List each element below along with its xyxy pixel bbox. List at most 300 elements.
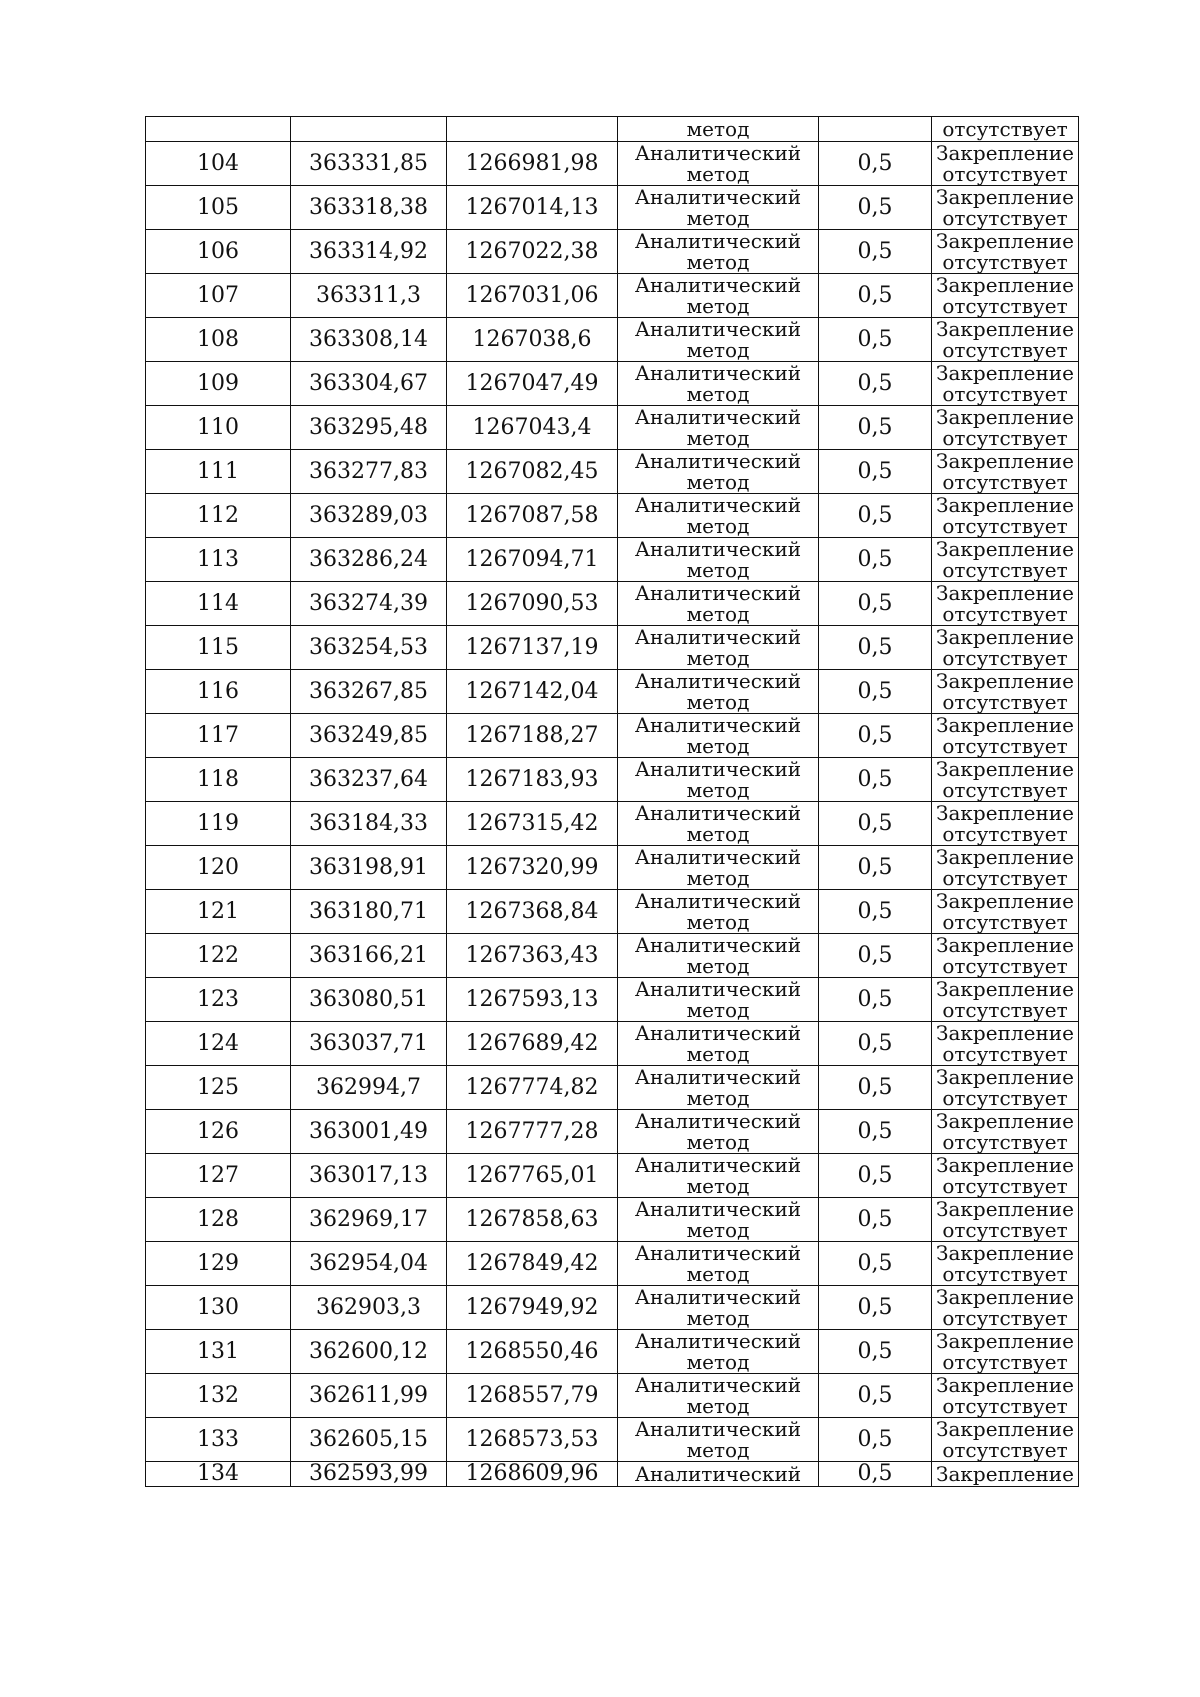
- fixation-line-2: отсутствует: [942, 381, 1068, 406]
- method-line-1: Аналитический: [634, 493, 802, 517]
- method-line-2: метод: [686, 953, 750, 978]
- table-row: [146, 890, 1079, 934]
- cell-accuracy: 0,5: [819, 846, 932, 890]
- method-line-1: Аналитический: [634, 757, 802, 781]
- fixation-line-2: отсутствует: [942, 821, 1068, 846]
- method-line-1: Аналитический: [634, 669, 802, 693]
- method-line-2: метод: [686, 293, 750, 318]
- cell-method: [618, 1330, 819, 1374]
- cell-method: [618, 1286, 819, 1330]
- cell-method: [618, 142, 819, 186]
- cell-x-coordinate: 363308,14: [291, 318, 447, 362]
- table-row: [146, 802, 1079, 846]
- cell-method: [618, 934, 819, 978]
- fixation-line-1: Закрепление: [936, 977, 1074, 1001]
- method-line-2: метод: [686, 689, 750, 714]
- fixation-line-1: Закрепление: [936, 405, 1074, 429]
- cell-point-number: 114: [146, 582, 291, 626]
- cell-point-number: 131: [146, 1330, 291, 1374]
- method-tail-text: метод: [686, 117, 750, 141]
- cell-x-coordinate: 363289,03: [291, 494, 447, 538]
- method-line-1: Аналитический: [634, 1021, 802, 1045]
- table-row: [146, 1286, 1079, 1330]
- cell-fixation-tail: [932, 117, 1079, 142]
- cell-x-coordinate: 363080,51: [291, 978, 447, 1022]
- table-row: [146, 1066, 1079, 1110]
- cell-y-coordinate: 1267849,42: [447, 1242, 618, 1286]
- cell-method: [618, 846, 819, 890]
- method-line-2: метод: [686, 777, 750, 802]
- method-line-1: Аналитический: [634, 537, 802, 561]
- cell-y-coordinate: 1267777,28: [447, 1110, 618, 1154]
- cell-fixation: [932, 1330, 1079, 1374]
- cell-accuracy: 0,5: [819, 1418, 932, 1462]
- table-row: [146, 406, 1079, 450]
- cell-point-number: 116: [146, 670, 291, 714]
- cell-fixation: [932, 230, 1079, 274]
- cell-fixation: [932, 582, 1079, 626]
- cell-x-coordinate: 363267,85: [291, 670, 447, 714]
- fixation-line-1: Закрепление: [936, 229, 1074, 253]
- cell-y-coordinate: 1267038,6: [447, 318, 618, 362]
- method-line-1: Аналитический: [634, 1241, 802, 1265]
- table-row: [146, 362, 1079, 406]
- table-row: [146, 1374, 1079, 1418]
- cell-fixation: [932, 934, 1079, 978]
- fixation-line-1: Закрепление: [936, 1373, 1074, 1397]
- fixation-line-2: отсутствует: [942, 601, 1068, 626]
- fixation-line-1: Закрепление: [936, 537, 1074, 561]
- method-line-1: Аналитический: [634, 449, 802, 473]
- fixation-line-1: Закрепление: [936, 361, 1074, 385]
- cell-y-coordinate: 1267087,58: [447, 494, 618, 538]
- cell-point-number: 130: [146, 1286, 291, 1330]
- cell-point-number: 113: [146, 538, 291, 582]
- fixation-line-1: Закрепление: [936, 933, 1074, 957]
- cell-accuracy: 0,5: [819, 1154, 932, 1198]
- method-line-2: метод: [686, 1393, 750, 1418]
- fixation-line-2: отсутствует: [942, 953, 1068, 978]
- fixation-line-2: отсутствует: [942, 1393, 1068, 1418]
- cell-y-coordinate: 1267689,42: [447, 1022, 618, 1066]
- cell-x-coordinate: 363037,71: [291, 1022, 447, 1066]
- method-line-2: метод: [686, 381, 750, 406]
- cell-fixation: [932, 802, 1079, 846]
- cell-fixation: [932, 626, 1079, 670]
- cell-empty: [819, 117, 932, 142]
- method-line-1: Аналитический: [634, 1285, 802, 1309]
- cell-y-coordinate: 1267183,93: [447, 758, 618, 802]
- cell-accuracy: 0,5: [819, 406, 932, 450]
- cell-y-coordinate: 1267094,71: [447, 538, 618, 582]
- cell-empty: [291, 117, 447, 142]
- cell-fixation: [932, 450, 1079, 494]
- method-line-1: Аналитический: [634, 1417, 802, 1441]
- fixation-line-1: Закрепление: [936, 845, 1074, 869]
- fixation-line-1: Закрепление: [936, 1065, 1074, 1089]
- cell-point-number: 128: [146, 1198, 291, 1242]
- table-row: [146, 186, 1079, 230]
- fixation-line-2: отсутствует: [942, 865, 1068, 890]
- cell-method: [618, 362, 819, 406]
- method-line-2: метод: [686, 1129, 750, 1154]
- cell-point-number: 108: [146, 318, 291, 362]
- cell-fixation: [932, 1242, 1079, 1286]
- cell-method: [618, 274, 819, 318]
- cell-accuracy: 0,5: [819, 758, 932, 802]
- method-line-1: Аналитический: [634, 1109, 802, 1133]
- cell-fixation: [932, 362, 1079, 406]
- cell-fixation: [932, 494, 1079, 538]
- method-line-1: Аналитический: [634, 405, 802, 429]
- cell-accuracy: 0,5: [819, 1242, 932, 1286]
- cell-y-coordinate: 1268550,46: [447, 1330, 618, 1374]
- cell-method: [618, 406, 819, 450]
- cell-accuracy: 0,5: [819, 494, 932, 538]
- cell-x-coordinate: 363198,91: [291, 846, 447, 890]
- cell-method: [618, 1418, 819, 1462]
- cell-x-coordinate: 363254,53: [291, 626, 447, 670]
- method-line-1: Аналитический: [634, 1153, 802, 1177]
- cell-accuracy: 0,5: [819, 1198, 932, 1242]
- cell-fixation: [932, 846, 1079, 890]
- cell-x-coordinate: 362903,3: [291, 1286, 447, 1330]
- method-line-2: метод: [686, 1261, 750, 1286]
- cell-point-number: 126: [146, 1110, 291, 1154]
- cell-fixation: [932, 758, 1079, 802]
- cell-fixation: [932, 1066, 1079, 1110]
- cell-fixation: [932, 142, 1079, 186]
- method-line-1: Аналитический: [634, 273, 802, 297]
- cell-point-number: 132: [146, 1374, 291, 1418]
- table-row: [146, 1418, 1079, 1462]
- method-line-1: Аналитический: [634, 185, 802, 209]
- cell-method: [618, 1154, 819, 1198]
- cell-method: [618, 450, 819, 494]
- coordinates-table: [145, 116, 1079, 1487]
- cell-fixation: [932, 1374, 1079, 1418]
- cell-fixation: [932, 714, 1079, 758]
- cell-method: [618, 626, 819, 670]
- cell-point-number: 123: [146, 978, 291, 1022]
- cell-x-coordinate: 363001,49: [291, 1110, 447, 1154]
- table-row: [146, 538, 1079, 582]
- cell-point-number: 125: [146, 1066, 291, 1110]
- cell-method: [618, 758, 819, 802]
- cell-fixation: [932, 1286, 1079, 1330]
- table-row: [146, 274, 1079, 318]
- cell-point-number: 134: [146, 1462, 291, 1487]
- cell-method: [618, 1110, 819, 1154]
- cell-x-coordinate: 363274,39: [291, 582, 447, 626]
- method-line-2: метод: [686, 733, 750, 758]
- cell-accuracy: 0,5: [819, 230, 932, 274]
- cell-accuracy: 0,5: [819, 1022, 932, 1066]
- fixation-line-1: Закрепление: [936, 1285, 1074, 1309]
- cell-x-coordinate: 362611,99: [291, 1374, 447, 1418]
- cell-x-coordinate: 362954,04: [291, 1242, 447, 1286]
- cell-y-coordinate: 1267142,04: [447, 670, 618, 714]
- cell-y-coordinate: 1266981,98: [447, 142, 618, 186]
- method-line-2: метод: [686, 645, 750, 670]
- fixation-line-2: отсутствует: [942, 645, 1068, 670]
- table-row: [146, 318, 1079, 362]
- cell-fixation: [932, 1198, 1079, 1242]
- cell-point-number: 109: [146, 362, 291, 406]
- cell-point-number: 104: [146, 142, 291, 186]
- cell-fixation: [932, 274, 1079, 318]
- method-line-2: метод: [686, 1437, 750, 1462]
- method-line-2: метод: [686, 1085, 750, 1110]
- cell-fixation: [932, 1022, 1079, 1066]
- fixation-line-1: Закрепление: [936, 449, 1074, 473]
- cell-x-coordinate: 363318,38: [291, 186, 447, 230]
- cell-accuracy: 0,5: [819, 538, 932, 582]
- cell-method: [618, 670, 819, 714]
- cell-y-coordinate: 1267022,38: [447, 230, 618, 274]
- method-line-1: Аналитический: [634, 1329, 802, 1353]
- cell-y-coordinate: 1268573,53: [447, 1418, 618, 1462]
- cell-accuracy: 0,5: [819, 802, 932, 846]
- fixation-line-2: отсутствует: [942, 161, 1068, 186]
- fixation-line-1: Закрепление: [936, 317, 1074, 341]
- fixation-line-1: Закрепление: [936, 713, 1074, 737]
- cell-y-coordinate: 1267774,82: [447, 1066, 618, 1110]
- cell-method: [618, 494, 819, 538]
- cell-y-coordinate: 1267949,92: [447, 1286, 618, 1330]
- table-row-cut-off: [146, 1462, 1079, 1487]
- cell-y-coordinate: 1267082,45: [447, 450, 618, 494]
- cell-x-coordinate: 363166,21: [291, 934, 447, 978]
- cell-y-coordinate: 1267315,42: [447, 802, 618, 846]
- cell-fixation: [932, 186, 1079, 230]
- fixation-line-1: Закрепление: [936, 1417, 1074, 1441]
- fixation-line-2: отсутствует: [942, 733, 1068, 758]
- cell-accuracy: 0,5: [819, 670, 932, 714]
- cell-x-coordinate: 363237,64: [291, 758, 447, 802]
- fixation-line-1: Закрепление: [936, 757, 1074, 781]
- fixation-line-1: Закрепление: [936, 185, 1074, 209]
- cell-x-coordinate: 363311,3: [291, 274, 447, 318]
- cell-x-coordinate: 362600,12: [291, 1330, 447, 1374]
- method-line-2: метод: [686, 865, 750, 890]
- table-row: [146, 670, 1079, 714]
- fixation-line-2: отсутствует: [942, 469, 1068, 494]
- method-line-2: метод: [686, 205, 750, 230]
- cell-x-coordinate: 363295,48: [291, 406, 447, 450]
- method-line-2: метод: [686, 161, 750, 186]
- cell-point-number: 117: [146, 714, 291, 758]
- cell-method: [618, 1242, 819, 1286]
- cell-method: [618, 1374, 819, 1418]
- method-line-2: метод: [686, 1217, 750, 1242]
- cell-y-coordinate: 1267368,84: [447, 890, 618, 934]
- cell-point-number: 119: [146, 802, 291, 846]
- cell-accuracy: 0,5: [819, 714, 932, 758]
- fixation-line-2: отсутствует: [942, 557, 1068, 582]
- table-row: [146, 626, 1079, 670]
- cell-x-coordinate: 363331,85: [291, 142, 447, 186]
- cell-y-coordinate: 1267765,01: [447, 1154, 618, 1198]
- method-line-1: Аналитический: [634, 229, 802, 253]
- cell-method: [618, 230, 819, 274]
- method-line-1: Аналитический: [634, 1197, 802, 1221]
- cell-method: [618, 978, 819, 1022]
- fixation-line-1: Закрепление: [936, 1197, 1074, 1221]
- fixation-line-2: отсутствует: [942, 777, 1068, 802]
- method-line-1: Аналитический: [634, 581, 802, 605]
- cell-accuracy: 0,5: [819, 1286, 932, 1330]
- cell-accuracy: 0,5: [819, 1462, 932, 1487]
- cell-point-number: 127: [146, 1154, 291, 1198]
- cell-point-number: 121: [146, 890, 291, 934]
- fixation-line-1: Закрепление: [936, 581, 1074, 605]
- cell-method: [618, 1198, 819, 1242]
- cell-x-coordinate: 363017,13: [291, 1154, 447, 1198]
- fixation-line-2: отсутствует: [942, 1129, 1068, 1154]
- fixation-line-1: Закрепление: [936, 801, 1074, 825]
- cell-accuracy: 0,5: [819, 1374, 932, 1418]
- cell-fixation: [932, 318, 1079, 362]
- table-row: [146, 1022, 1079, 1066]
- method-line-2: метод: [686, 601, 750, 626]
- cell-y-coordinate: 1267031,06: [447, 274, 618, 318]
- cell-x-coordinate: 363304,67: [291, 362, 447, 406]
- table-row: [146, 450, 1079, 494]
- cell-accuracy: 0,5: [819, 626, 932, 670]
- method-line-1: Аналитический: [634, 141, 802, 165]
- cell-fixation: [932, 1418, 1079, 1462]
- cell-method: [618, 582, 819, 626]
- cell-x-coordinate: 363277,83: [291, 450, 447, 494]
- fixation-line-2: отсутствует: [942, 1305, 1068, 1330]
- table-row: [146, 1198, 1079, 1242]
- table-row-continued: [146, 117, 1079, 142]
- cell-fixation: [932, 538, 1079, 582]
- table-row: [146, 582, 1079, 626]
- fixation-line-2: отсутствует: [942, 205, 1068, 230]
- fixation-line-2: отсутствует: [942, 1217, 1068, 1242]
- fixation-line-1: Закрепление: [936, 493, 1074, 517]
- cell-method: [618, 1066, 819, 1110]
- cell-method: [618, 1022, 819, 1066]
- fixation-line-2: отсутствует: [942, 1173, 1068, 1198]
- cell-y-coordinate: 1268557,79: [447, 1374, 618, 1418]
- method-line-1: Аналитический: [634, 625, 802, 649]
- method-line-1: Аналитический: [634, 361, 802, 385]
- fixation-line-1: Закрепление: [936, 1153, 1074, 1177]
- method-line-2: метод: [686, 249, 750, 274]
- method-line-1: Аналитический: [634, 1373, 802, 1397]
- method-line-2: метод: [686, 821, 750, 846]
- fixation-line-1: Закрепление: [936, 1241, 1074, 1265]
- table-row: [146, 758, 1079, 802]
- cell-accuracy: 0,5: [819, 1066, 932, 1110]
- cell-point-number: 133: [146, 1418, 291, 1462]
- cell-fixation: [932, 978, 1079, 1022]
- method-line-2: метод: [686, 997, 750, 1022]
- cell-point-number: 105: [146, 186, 291, 230]
- cell-method-tail: [618, 117, 819, 142]
- cell-x-coordinate: 362994,7: [291, 1066, 447, 1110]
- table-row: [146, 978, 1079, 1022]
- table-body: [146, 117, 1079, 1487]
- cell-accuracy: 0,5: [819, 1330, 932, 1374]
- cell-method: [618, 186, 819, 230]
- cell-accuracy: 0,5: [819, 934, 932, 978]
- cell-y-coordinate: 1267188,27: [447, 714, 618, 758]
- cell-fixation: [932, 1154, 1079, 1198]
- cell-accuracy: 0,5: [819, 274, 932, 318]
- cell-method: [618, 538, 819, 582]
- cell-accuracy: 0,5: [819, 450, 932, 494]
- fixation-line-1: Закрепление: [936, 1021, 1074, 1045]
- method-line-2: метод: [686, 337, 750, 362]
- fixation-line-2: отсутствует: [942, 249, 1068, 274]
- cell-fixation: [932, 670, 1079, 714]
- cell-method: [618, 890, 819, 934]
- method-line-2: метод: [686, 469, 750, 494]
- fixation-line-1: Закрепление: [936, 1329, 1074, 1353]
- cell-y-coordinate: 1267320,99: [447, 846, 618, 890]
- table-row: [146, 142, 1079, 186]
- cell-accuracy: 0,5: [819, 978, 932, 1022]
- fixation-line-2: отсутствует: [942, 909, 1068, 934]
- fixation-line-1: Закрепление: [936, 669, 1074, 693]
- method-line-1: Аналитический: [634, 317, 802, 341]
- method-line-2: метод: [686, 557, 750, 582]
- cell-y-coordinate: 1267858,63: [447, 1198, 618, 1242]
- fixation-line-1: Закрепление: [936, 141, 1074, 165]
- method-line-1: Аналитический: [634, 801, 802, 825]
- cell-method: [618, 802, 819, 846]
- fixation-tail-text: отсутствует: [942, 117, 1068, 141]
- cell-x-coordinate: 362593,99: [291, 1462, 447, 1487]
- cell-x-coordinate: 362605,15: [291, 1418, 447, 1462]
- cell-method: [618, 714, 819, 758]
- cell-accuracy: 0,5: [819, 318, 932, 362]
- cell-accuracy: 0,5: [819, 186, 932, 230]
- fixation-line-2: отсутствует: [942, 1349, 1068, 1374]
- cell-x-coordinate: 363180,71: [291, 890, 447, 934]
- method-line-2: метод: [686, 1305, 750, 1330]
- cell-point-number: 120: [146, 846, 291, 890]
- cell-y-coordinate: 1267043,4: [447, 406, 618, 450]
- method-line-2: метод: [686, 909, 750, 934]
- table-row: [146, 714, 1079, 758]
- method-line-2: метод: [686, 1041, 750, 1066]
- cell-x-coordinate: 363184,33: [291, 802, 447, 846]
- method-line-1: Аналитический: [634, 977, 802, 1001]
- cell-point-number: 115: [146, 626, 291, 670]
- fixation-line-2: отсутствует: [942, 337, 1068, 362]
- table-row: [146, 230, 1079, 274]
- cell-method: [618, 318, 819, 362]
- cell-accuracy: 0,5: [819, 1110, 932, 1154]
- cell-accuracy: 0,5: [819, 890, 932, 934]
- cell-y-coordinate: 1267363,43: [447, 934, 618, 978]
- cell-x-coordinate: 363249,85: [291, 714, 447, 758]
- method-line-1: Аналитический: [634, 845, 802, 869]
- cell-point-number: 112: [146, 494, 291, 538]
- fixation-line-2: отсутствует: [942, 1041, 1068, 1066]
- method-line-2: метод: [686, 425, 750, 450]
- method-line-1: Аналитический: [634, 1065, 802, 1089]
- method-line-2: метод: [686, 513, 750, 538]
- fixation-line-1: Закрепление: [936, 1109, 1074, 1133]
- method-line-1: Аналитический: [634, 889, 802, 913]
- fixation-line-2: отсутствует: [942, 293, 1068, 318]
